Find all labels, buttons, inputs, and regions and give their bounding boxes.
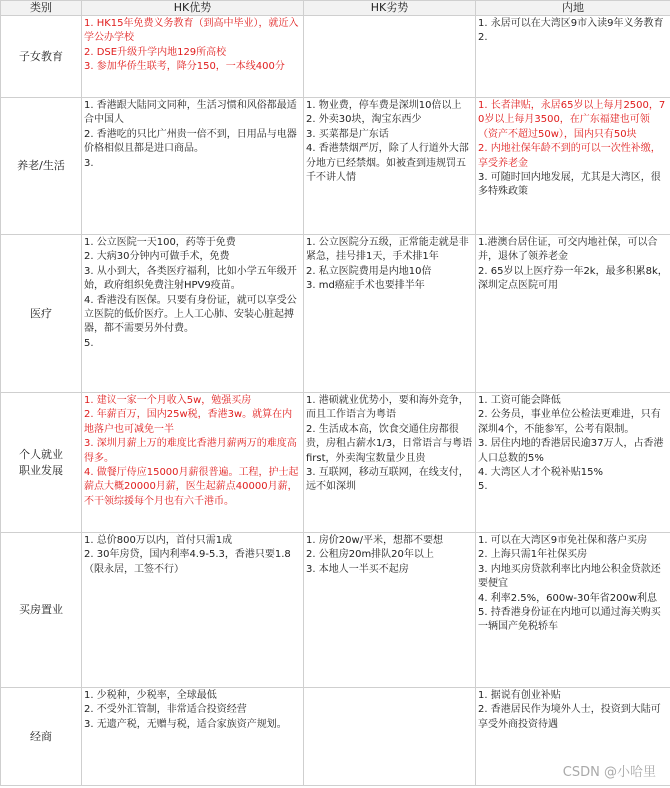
list-item: 2. 上海只需1年社保买房 bbox=[478, 549, 588, 561]
hk-advantage-cell bbox=[82, 98, 304, 235]
category-cell bbox=[1, 688, 82, 786]
category-cell bbox=[1, 98, 82, 235]
list-item: 3. md癌症手术也要排半年 bbox=[306, 280, 425, 292]
list-item: 3. 居住内地的香港居民逾37万人，占香港人口总数的5% bbox=[478, 438, 664, 464]
list-item: 4. 香港没有医保。只要有身份证，就可以享受公立医院的低价医疗。上人工心肺、安装心脏起搏器，都不需要另外付费。 bbox=[84, 294, 297, 335]
list-item: 1. 公立医院一天100，药等于免费 bbox=[84, 237, 236, 248]
header-hk-disadvantage: HK劣势 bbox=[304, 1, 476, 16]
header-row bbox=[1, 1, 670, 16]
category-label: 个人就业 bbox=[19, 447, 63, 461]
list-item: 3. 互联网，移动互联网，在线支付，远不如深圳 bbox=[306, 467, 469, 493]
list-item: 3. 深圳月薪上万的难度比香港月薪两万的难度高得多。 bbox=[84, 438, 297, 464]
category-label: 买房置业 bbox=[19, 603, 63, 616]
hk-disadvantage-cell bbox=[304, 393, 476, 533]
list-item: 3. 参加华侨生联考，降分150，一本线400分 bbox=[84, 61, 285, 73]
hk-advantage-cell bbox=[82, 688, 304, 786]
list-item: 4. 利率2.5%，600w-30年省200w利息 bbox=[478, 592, 657, 604]
list-item: 4. 香港禁烟严厉，除了人行道外大部分地方已经禁烟。如被查到违规罚五千不讲人情 bbox=[306, 143, 469, 184]
table-row bbox=[1, 393, 670, 533]
watermark: CSDN @小哈里 bbox=[562, 765, 656, 780]
mainland-cell bbox=[476, 235, 670, 393]
category-label: 养老/生活 bbox=[17, 159, 65, 172]
header-hk-advantage: HK优势 bbox=[82, 1, 304, 16]
mainland-cell bbox=[476, 393, 670, 533]
list-item: 3. 从小到大，各类医疗福利，比如小学五年级开始，政府组织免费注射HPV9疫苗。 bbox=[84, 265, 297, 292]
hk-disadvantage-cell bbox=[304, 235, 476, 393]
list-item: 2. 65岁以上医疗券一年2k，最多积累8k，深圳定点医院可用 bbox=[478, 265, 668, 292]
category-cell bbox=[1, 393, 82, 533]
category-label: 子女教育 bbox=[19, 49, 63, 63]
list-item: 5. bbox=[478, 481, 488, 493]
list-item: 1. 建议一家一个月收入5w，勉强买房 bbox=[84, 395, 252, 406]
list-item: 2. bbox=[478, 32, 488, 44]
category-cell bbox=[1, 533, 82, 688]
list-item: 1. 房价20w/平米，想都不要想 bbox=[306, 535, 443, 546]
table-row bbox=[1, 235, 670, 393]
list-item: 1. 可以在大湾区9市免社保和落户买房 bbox=[478, 535, 648, 546]
list-item: 3. bbox=[84, 157, 94, 169]
mainland-cell bbox=[476, 533, 670, 688]
hk-advantage-cell bbox=[82, 16, 304, 98]
list-item: 2. 年薪百万，国内25w税，香港3w。就算在内地落户也可减免一半 bbox=[84, 409, 293, 435]
list-item: 1. 物业费，停车费是深圳10倍以上 bbox=[306, 100, 462, 111]
list-item: 1. HK15年免费义务教育（到高中毕业），就近入学公办学校 bbox=[84, 18, 299, 44]
list-item: 4. 大湾区人才个税补贴15% bbox=[478, 467, 603, 479]
list-item: 1. 港硕就业优势小，要和海外竞争，而且工作语言为粤语 bbox=[306, 395, 469, 421]
category-cell bbox=[1, 235, 82, 393]
list-item: 2. 生活成本高，饮食交通住房都很贵，房租占薪水1/3，日常语言与粤语first，外卖淘宝数量少且贵 bbox=[306, 423, 473, 464]
hk-disadvantage-cell bbox=[304, 688, 476, 786]
list-item: 3. 买菜都是广东话 bbox=[306, 128, 389, 140]
list-item: 1. 少税种，少税率，全球最低 bbox=[84, 690, 217, 701]
mainland-cell bbox=[476, 16, 670, 98]
list-item: 1. 香港跟大陆同文同种，生活习惯和风俗都最适合中国人 bbox=[84, 100, 297, 126]
list-item: 3. 内地买房贷款利率比内地公积金贷款还要便宜 bbox=[478, 563, 661, 590]
list-item: 1. 长者津贴，永居65岁以上每月2500，70岁以上每月3500，在广东福建也可领（资产不超过50w），国内只有50块 bbox=[478, 100, 666, 140]
list-item: 2. 香港吃的只比广州贵一倍不到，日用品与电器价格相似且都是进口商品。 bbox=[84, 128, 297, 155]
list-item: 5. bbox=[84, 337, 94, 349]
hk-disadvantage-cell bbox=[304, 98, 476, 235]
list-item: 2. 大病30分钟内可做手术，免费 bbox=[84, 251, 230, 263]
hk-disadvantage-cell bbox=[304, 16, 476, 98]
list-item: 2. 香港居民作为境外人士，投资到大陆可享受外商投资待遇 bbox=[478, 704, 661, 730]
list-item: 5. 持香港身份证在内地可以通过海关购买一辆国产免税轿车 bbox=[478, 607, 661, 633]
list-item: 2. 内地社保年龄不到的可以一次性补缴，享受养老金 bbox=[478, 143, 661, 169]
list-item: 2. 公租房20m排队20年以上 bbox=[306, 549, 434, 561]
list-item: 3. 可随时回内地发展，尤其是大湾区，很多特殊政策 bbox=[478, 172, 661, 198]
category-cell bbox=[1, 16, 82, 98]
list-item: 1. 工资可能会降低 bbox=[478, 395, 561, 406]
table-row bbox=[1, 533, 670, 688]
category-label: 医疗 bbox=[30, 306, 52, 320]
hk-advantage-cell bbox=[82, 235, 304, 393]
header-mainland: 内地 bbox=[476, 1, 670, 16]
list-item: 1. 据说有创业补贴 bbox=[478, 690, 561, 701]
list-item: 2. 不受外汇管制，非常适合投资经营 bbox=[84, 704, 247, 716]
hk-advantage-cell bbox=[82, 533, 304, 688]
table-row bbox=[1, 98, 670, 235]
list-item: 1. 永居可以在大湾区9市入读9年义务教育 bbox=[478, 18, 664, 29]
list-item: 1. 总价800万以内，首付只需1成 bbox=[84, 535, 233, 546]
list-item: 2. DSE升级升学内地129所高校 bbox=[84, 46, 227, 58]
hk-disadvantage-cell bbox=[304, 533, 476, 688]
hk-advantage-cell bbox=[82, 393, 304, 533]
list-item: 1.港澳台居住证，可交内地社保，可以合并，退休了领养老金 bbox=[478, 237, 658, 263]
category-label: 职业发展 bbox=[19, 463, 63, 477]
list-item: 2. 私立医院费用是内地10倍 bbox=[306, 265, 432, 277]
list-item: 4. 做餐厅侍应15000月薪很普遍。工程，护士起薪点大概20000月薪，医生起薪点40000月薪，不干领综援每个月也有六千港币。 bbox=[84, 467, 299, 507]
table-row bbox=[1, 16, 670, 98]
list-item: 3. 本地人一半买不起房 bbox=[306, 563, 409, 575]
list-item: 2. 公务员，事业单位公检法更难进，只有深圳4个，不能参军，公考有限制。 bbox=[478, 409, 661, 435]
category-label: 经商 bbox=[30, 729, 52, 743]
list-item: 2. 外卖30块，淘宝东西少 bbox=[306, 114, 422, 126]
header-category: 类别 bbox=[1, 1, 82, 16]
mainland-cell bbox=[476, 98, 670, 235]
list-item: 3. 无遗产税，无赠与税，适合家族资产规划。 bbox=[84, 718, 287, 730]
list-item: 2. 30年房贷，国内利率4.9-5.3，香港只要1.8（限永居，工签不行） bbox=[84, 549, 291, 575]
list-item: 1. 公立医院分五级，正常能走就是非紧急，挂号排1天，手术排1年 bbox=[306, 237, 469, 263]
